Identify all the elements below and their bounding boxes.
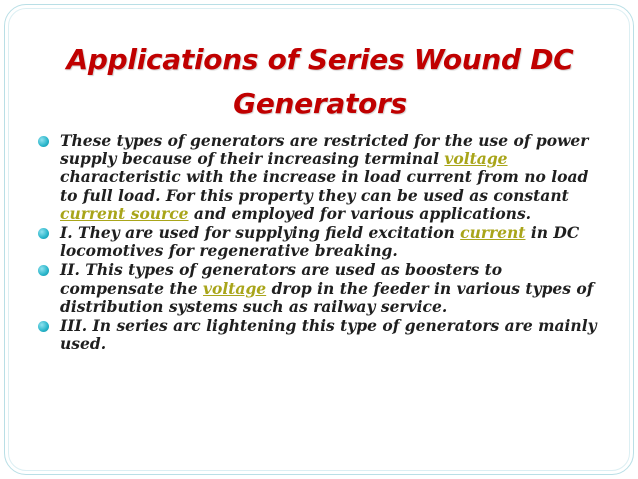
bullet-1-text-a: These types of generators are restricted for the use of power supply because of their increasing terminal	[60, 131, 589, 169]
voltage-link-2[interactable]: voltage	[203, 278, 267, 298]
bullet-item-1	[36, 132, 606, 223]
voltage-link[interactable]: voltage	[444, 149, 508, 169]
bullet-item-4	[36, 317, 606, 353]
slide-title	[40, 38, 600, 126]
current-link[interactable]: current	[460, 223, 526, 243]
bullet-2-text-b: in DC locomotives for regenerative breaking.	[60, 223, 580, 261]
bullet-4-text: III. In series arc lightening this type of generators are mainly used.	[60, 316, 597, 354]
bullet-1-text-b: characteristic with the increase in load current from no load to full load. For this property they can be used as constant	[60, 167, 589, 205]
title-line-1: Applications of Series Wound DC	[66, 43, 574, 76]
bullet-3-text-b: drop in the feeder in various types of distribution systems such as railway service.	[60, 278, 594, 316]
bullet-list	[36, 132, 606, 354]
bullet-dot-icon	[38, 228, 49, 239]
bullet-2-text-a: I. They are used for supplying field excitation	[60, 223, 461, 243]
bullet-item-2	[36, 224, 606, 260]
bullet-item-3	[36, 261, 606, 316]
current-source-link[interactable]: current source	[60, 203, 189, 223]
title-line-2: Generators	[233, 87, 407, 120]
bullet-dot-icon	[38, 136, 49, 147]
bullet-dot-icon	[38, 265, 49, 276]
bullet-1-text-c: and employed for various applications.	[188, 203, 532, 223]
bullet-3-text-a: II. This types of generators are used as boosters to compensate the	[60, 260, 503, 298]
bullet-dot-icon	[38, 321, 49, 332]
